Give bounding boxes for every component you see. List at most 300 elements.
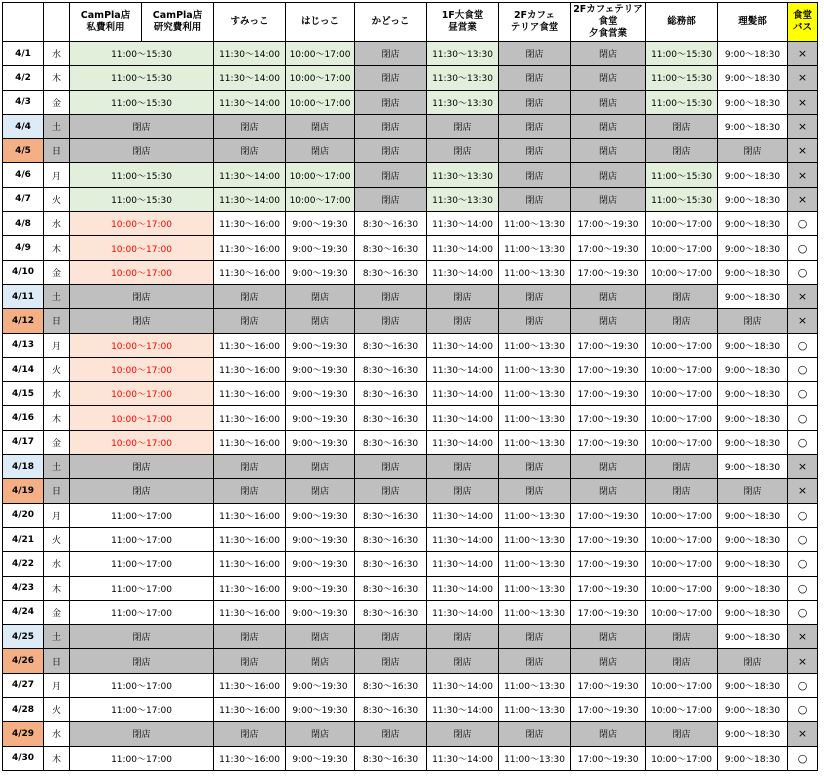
general-affairs-hours-cell: 閉店 [646,114,718,138]
hajikko-hours-cell: 9:00～19:30 [286,503,355,527]
f2-dinner-hours-cell: 17:00～19:30 [571,430,646,454]
campla-hours-cell: 閉店 [70,309,214,333]
f2-dinner-hours-cell: 閉店 [571,309,646,333]
f2-cafeteria-hours-cell: 11:00～13:30 [499,212,571,236]
sumikko-hours-cell: 11:30～16:00 [214,576,286,600]
general-affairs-hours-cell: 10:00～17:00 [646,333,718,357]
hajikko-hours-cell: 10:00～17:00 [286,66,355,90]
weekday-cell: 火 [44,187,70,211]
table-row [3,382,818,406]
f1-dining-hours-cell: 11:30～14:00 [427,333,499,357]
f2-dinner-hours-cell: 閉店 [571,139,646,163]
hajikko-hours-cell: 9:00～19:30 [286,698,355,722]
kadokko-hours-cell: 8:30～16:30 [355,576,427,600]
general-affairs-hours-cell: 閉店 [646,479,718,503]
weekday-cell: 土 [44,625,70,649]
header-day [44,3,70,42]
table-row [3,187,818,211]
schedule-sheet [2,2,818,771]
dining-bus-cell: × [788,455,818,479]
kadokko-hours-cell: 閉店 [355,284,427,308]
hajikko-hours-cell: 閉店 [286,309,355,333]
dining-bus-cell: ○ [788,673,818,697]
hajikko-hours-cell: 閉店 [286,649,355,673]
f2-cafeteria-hours-cell: 閉店 [499,649,571,673]
f1-dining-hours-cell: 11:30～13:30 [427,163,499,187]
sumikko-hours-cell: 閉店 [214,139,286,163]
date-cell: 4/16 [3,406,44,430]
hajikko-hours-cell: 閉店 [286,139,355,163]
f1-dining-hours-cell: 11:30～13:30 [427,66,499,90]
date-cell: 4/29 [3,722,44,746]
sumikko-hours-cell: 閉店 [214,114,286,138]
table-row [3,527,818,551]
f1-dining-hours-cell: 11:30～14:00 [427,527,499,551]
f1-dining-hours-cell: 11:30～14:00 [427,600,499,624]
table-row [3,576,818,600]
weekday-cell: 金 [44,430,70,454]
kadokko-hours-cell: 閉店 [355,479,427,503]
f2-cafeteria-hours-cell: 閉店 [499,479,571,503]
weekday-cell: 火 [44,698,70,722]
sumikko-hours-cell: 11:30～16:00 [214,430,286,454]
weekday-cell: 日 [44,309,70,333]
f2-cafeteria-hours-cell: 閉店 [499,139,571,163]
general-affairs-hours-cell: 閉店 [646,139,718,163]
f1-dining-hours-cell: 11:30～14:00 [427,673,499,697]
sumikko-hours-cell: 11:30～16:00 [214,503,286,527]
dining-bus-cell: × [788,284,818,308]
f2-dinner-hours-cell: 閉店 [571,479,646,503]
campla-hours-cell: 11:00～17:00 [70,576,214,600]
barber-hours-cell: 9:00～18:30 [718,260,788,284]
kadokko-hours-cell: 8:30～16:30 [355,673,427,697]
barber-hours-cell: 9:00～18:30 [718,66,788,90]
f2-cafeteria-hours-cell: 11:00～13:30 [499,430,571,454]
header-hajikko: はじっこ [286,3,355,42]
campla-hours-cell: 閉店 [70,649,214,673]
table-row [3,236,818,260]
barber-hours-cell: 9:00～18:30 [718,406,788,430]
table-row [3,309,818,333]
hajikko-hours-cell: 9:00～19:30 [286,333,355,357]
kadokko-hours-cell: 閉店 [355,90,427,114]
kadokko-hours-cell: 閉店 [355,139,427,163]
f2-dinner-hours-cell: 閉店 [571,42,646,66]
f2-cafeteria-hours-cell: 11:00～13:30 [499,260,571,284]
f2-dinner-hours-cell: 17:00～19:30 [571,673,646,697]
weekday-cell: 水 [44,382,70,406]
dining-bus-cell: × [788,649,818,673]
header-general-affairs: 総務部 [646,3,718,42]
dining-bus-cell: ○ [788,333,818,357]
dining-bus-cell: ○ [788,600,818,624]
hajikko-hours-cell: 9:00～19:30 [286,576,355,600]
table-header [3,3,818,42]
kadokko-hours-cell: 閉店 [355,649,427,673]
hajikko-hours-cell: 9:00～19:30 [286,236,355,260]
weekday-cell: 木 [44,746,70,770]
weekday-cell: 日 [44,649,70,673]
f2-cafeteria-hours-cell: 11:00～13:30 [499,406,571,430]
general-affairs-hours-cell: 11:00～15:30 [646,187,718,211]
weekday-cell: 土 [44,455,70,479]
date-cell: 4/4 [3,114,44,138]
barber-hours-cell: 9:00～18:30 [718,625,788,649]
date-cell: 4/23 [3,576,44,600]
f1-dining-hours-cell: 閉店 [427,479,499,503]
hajikko-hours-cell: 9:00～19:30 [286,673,355,697]
hajikko-hours-cell: 10:00～17:00 [286,163,355,187]
general-affairs-hours-cell: 10:00～17:00 [646,552,718,576]
date-cell: 4/20 [3,503,44,527]
barber-hours-cell: 9:00～18:30 [718,114,788,138]
campla-hours-cell: 11:00～17:00 [70,600,214,624]
table-row [3,552,818,576]
general-affairs-hours-cell: 11:00～15:30 [646,90,718,114]
dining-bus-cell: × [788,139,818,163]
f2-dinner-hours-cell: 17:00～19:30 [571,260,646,284]
date-cell: 4/25 [3,625,44,649]
general-affairs-hours-cell: 10:00～17:00 [646,673,718,697]
date-cell: 4/9 [3,236,44,260]
f1-dining-hours-cell: 11:30～13:30 [427,90,499,114]
weekday-cell: 金 [44,90,70,114]
f1-dining-hours-cell: 11:30～13:30 [427,42,499,66]
header-barber: 理髪部 [718,3,788,42]
kadokko-hours-cell: 閉店 [355,455,427,479]
sumikko-hours-cell: 11:30～16:00 [214,357,286,381]
barber-hours-cell: 9:00～18:30 [718,42,788,66]
barber-hours-cell: 9:00～18:30 [718,430,788,454]
date-cell: 4/28 [3,698,44,722]
kadokko-hours-cell: 8:30～16:30 [355,333,427,357]
weekday-cell: 金 [44,260,70,284]
weekday-cell: 水 [44,42,70,66]
sumikko-hours-cell: 11:30～16:00 [214,673,286,697]
sumikko-hours-cell: 11:30～16:00 [214,333,286,357]
general-affairs-hours-cell: 閉店 [646,284,718,308]
kadokko-hours-cell: 8:30～16:30 [355,260,427,284]
campla-hours-cell: 10:00～17:00 [70,212,214,236]
kadokko-hours-cell: 8:30～16:30 [355,236,427,260]
table-row [3,163,818,187]
weekday-cell: 日 [44,479,70,503]
f1-dining-hours-cell: 11:30～14:00 [427,236,499,260]
f2-cafeteria-hours-cell: 11:00～13:30 [499,673,571,697]
general-affairs-hours-cell: 11:00～15:30 [646,66,718,90]
campla-hours-cell: 閉店 [70,722,214,746]
dining-bus-cell: × [788,42,818,66]
date-cell: 4/1 [3,42,44,66]
sumikko-hours-cell: 11:30～14:00 [214,90,286,114]
dining-bus-cell: ○ [788,406,818,430]
table-row [3,746,818,770]
f1-dining-hours-cell: 閉店 [427,139,499,163]
weekday-cell: 水 [44,552,70,576]
dining-bus-cell: × [788,722,818,746]
header-row [3,3,818,42]
campla-hours-cell: 閉店 [70,114,214,138]
general-affairs-hours-cell: 閉店 [646,722,718,746]
table-row [3,260,818,284]
table-row [3,66,818,90]
barber-hours-cell: 9:00～18:30 [718,455,788,479]
kadokko-hours-cell: 閉店 [355,187,427,211]
general-affairs-hours-cell: 閉店 [646,625,718,649]
hajikko-hours-cell: 閉店 [286,114,355,138]
dining-bus-cell: ○ [788,552,818,576]
weekday-cell: 月 [44,333,70,357]
campla-hours-cell: 11:00～15:30 [70,90,214,114]
sumikko-hours-cell: 閉店 [214,309,286,333]
campla-hours-cell: 10:00～17:00 [70,357,214,381]
weekday-cell: 金 [44,600,70,624]
f2-dinner-hours-cell: 閉店 [571,114,646,138]
f2-cafeteria-hours-cell: 閉店 [499,114,571,138]
kadokko-hours-cell: 閉店 [355,309,427,333]
dining-bus-cell: ○ [788,503,818,527]
f2-dinner-hours-cell: 閉店 [571,649,646,673]
general-affairs-hours-cell: 11:00～15:30 [646,163,718,187]
f1-dining-hours-cell: 閉店 [427,625,499,649]
date-cell: 4/14 [3,357,44,381]
weekday-cell: 火 [44,357,70,381]
sumikko-hours-cell: 閉店 [214,625,286,649]
barber-hours-cell: 9:00～18:30 [718,284,788,308]
dining-bus-cell: ○ [788,260,818,284]
general-affairs-hours-cell: 閉店 [646,309,718,333]
sumikko-hours-cell: 11:30～16:00 [214,260,286,284]
barber-hours-cell: 9:00～18:30 [718,187,788,211]
f2-dinner-hours-cell: 17:00～19:30 [571,552,646,576]
f2-cafeteria-hours-cell: 閉店 [499,187,571,211]
barber-hours-cell: 閉店 [718,649,788,673]
dining-bus-cell: × [788,114,818,138]
header-2f-dinner: 2Fカフェテリア 食堂 夕食営業 [571,3,646,42]
sumikko-hours-cell: 11:30～16:00 [214,698,286,722]
kadokko-hours-cell: 閉店 [355,163,427,187]
general-affairs-hours-cell: 10:00～17:00 [646,503,718,527]
f2-cafeteria-hours-cell: 11:00～13:30 [499,576,571,600]
date-cell: 4/3 [3,90,44,114]
f2-cafeteria-hours-cell: 11:00～13:30 [499,552,571,576]
dining-bus-cell: × [788,90,818,114]
table-row [3,42,818,66]
hajikko-hours-cell: 閉店 [286,625,355,649]
date-cell: 4/17 [3,430,44,454]
f2-dinner-hours-cell: 17:00～19:30 [571,503,646,527]
campla-hours-cell: 10:00～17:00 [70,333,214,357]
f1-dining-hours-cell: 閉店 [427,722,499,746]
table-row [3,430,818,454]
barber-hours-cell: 9:00～18:30 [718,552,788,576]
f2-dinner-hours-cell: 17:00～19:30 [571,527,646,551]
weekday-cell: 木 [44,66,70,90]
weekday-cell: 木 [44,236,70,260]
general-affairs-hours-cell: 10:00～17:00 [646,746,718,770]
barber-hours-cell: 9:00～18:30 [718,527,788,551]
f2-cafeteria-hours-cell: 11:00～13:30 [499,527,571,551]
kadokko-hours-cell: 8:30～16:30 [355,527,427,551]
campla-hours-cell: 11:00～15:30 [70,187,214,211]
table-row [3,114,818,138]
barber-hours-cell: 9:00～18:30 [718,576,788,600]
f2-cafeteria-hours-cell: 閉店 [499,284,571,308]
weekday-cell: 火 [44,527,70,551]
barber-hours-cell: 9:00～18:30 [718,673,788,697]
date-cell: 4/11 [3,284,44,308]
f1-dining-hours-cell: 閉店 [427,649,499,673]
dining-bus-cell: ○ [788,382,818,406]
f2-dinner-hours-cell: 17:00～19:30 [571,698,646,722]
general-affairs-hours-cell: 10:00～17:00 [646,357,718,381]
f1-dining-hours-cell: 11:30～14:00 [427,430,499,454]
hajikko-hours-cell: 9:00～19:30 [286,552,355,576]
barber-hours-cell: 9:00～18:30 [718,698,788,722]
general-affairs-hours-cell: 10:00～17:00 [646,430,718,454]
header-campla-research: CamPla店 研究費利用 [142,3,214,42]
kadokko-hours-cell: 8:30～16:30 [355,746,427,770]
f2-cafeteria-hours-cell: 11:00～13:30 [499,357,571,381]
campla-hours-cell: 閉店 [70,139,214,163]
kadokko-hours-cell: 閉店 [355,722,427,746]
sumikko-hours-cell: 11:30～16:00 [214,212,286,236]
dining-bus-cell: ○ [788,212,818,236]
sumikko-hours-cell: 閉店 [214,722,286,746]
date-cell: 4/19 [3,479,44,503]
hajikko-hours-cell: 9:00～19:30 [286,600,355,624]
f2-dinner-hours-cell: 17:00～19:30 [571,333,646,357]
f2-cafeteria-hours-cell: 11:00～13:30 [499,503,571,527]
date-cell: 4/18 [3,455,44,479]
f2-cafeteria-hours-cell: 閉店 [499,625,571,649]
f2-cafeteria-hours-cell: 11:00～13:30 [499,382,571,406]
header-1f-dining: 1F大食堂 昼営業 [427,3,499,42]
general-affairs-hours-cell: 10:00～17:00 [646,576,718,600]
sumikko-hours-cell: 閉店 [214,649,286,673]
f2-dinner-hours-cell: 17:00～19:30 [571,382,646,406]
table-row [3,406,818,430]
campla-hours-cell: 11:00～17:00 [70,673,214,697]
f2-dinner-hours-cell: 閉店 [571,187,646,211]
sumikko-hours-cell: 11:30～16:00 [214,746,286,770]
date-cell: 4/8 [3,212,44,236]
sumikko-hours-cell: 11:30～16:00 [214,406,286,430]
header-2f-cafeteria: 2Fカフェ テリア食堂 [499,3,571,42]
kadokko-hours-cell: 閉店 [355,625,427,649]
f1-dining-hours-cell: 閉店 [427,455,499,479]
barber-hours-cell: 9:00～18:30 [718,722,788,746]
dining-bus-cell: × [788,163,818,187]
kadokko-hours-cell: 8:30～16:30 [355,212,427,236]
header-date [3,3,44,42]
general-affairs-hours-cell: 10:00～17:00 [646,406,718,430]
sumikko-hours-cell: 11:30～16:00 [214,552,286,576]
dining-bus-cell: ○ [788,746,818,770]
f2-cafeteria-hours-cell: 閉店 [499,42,571,66]
f2-cafeteria-hours-cell: 11:00～13:30 [499,236,571,260]
barber-hours-cell: 閉店 [718,139,788,163]
sumikko-hours-cell: 閉店 [214,284,286,308]
campla-hours-cell: 10:00～17:00 [70,382,214,406]
f1-dining-hours-cell: 閉店 [427,284,499,308]
f2-cafeteria-hours-cell: 閉店 [499,66,571,90]
hajikko-hours-cell: 閉店 [286,722,355,746]
sumikko-hours-cell: 閉店 [214,479,286,503]
hajikko-hours-cell: 9:00～19:30 [286,430,355,454]
date-cell: 4/27 [3,673,44,697]
kadokko-hours-cell: 8:30～16:30 [355,503,427,527]
general-affairs-hours-cell: 10:00～17:00 [646,236,718,260]
general-affairs-hours-cell: 10:00～17:00 [646,527,718,551]
barber-hours-cell: 9:00～18:30 [718,90,788,114]
barber-hours-cell: 9:00～18:30 [718,163,788,187]
f1-dining-hours-cell: 11:30～14:00 [427,382,499,406]
table-row [3,455,818,479]
barber-hours-cell: 9:00～18:30 [718,236,788,260]
f1-dining-hours-cell: 閉店 [427,114,499,138]
general-affairs-hours-cell: 閉店 [646,455,718,479]
weekday-cell: 木 [44,576,70,600]
f2-dinner-hours-cell: 17:00～19:30 [571,600,646,624]
general-affairs-hours-cell: 11:00～15:30 [646,42,718,66]
campla-hours-cell: 11:00～17:00 [70,527,214,551]
kadokko-hours-cell: 閉店 [355,42,427,66]
date-cell: 4/15 [3,382,44,406]
f2-dinner-hours-cell: 17:00～19:30 [571,746,646,770]
campla-hours-cell: 11:00～17:00 [70,698,214,722]
f2-cafeteria-hours-cell: 11:00～13:30 [499,746,571,770]
kadokko-hours-cell: 8:30～16:30 [355,406,427,430]
f2-dinner-hours-cell: 閉店 [571,722,646,746]
header-sumikko: すみっこ [214,3,286,42]
dining-bus-cell: ○ [788,357,818,381]
f1-dining-hours-cell: 11:30～14:00 [427,746,499,770]
hajikko-hours-cell: 9:00～19:30 [286,527,355,551]
dining-bus-cell: × [788,309,818,333]
dining-bus-cell: ○ [788,576,818,600]
dining-bus-cell: × [788,66,818,90]
general-affairs-hours-cell: 10:00～17:00 [646,260,718,284]
f2-dinner-hours-cell: 17:00～19:30 [571,357,646,381]
dining-bus-cell: ○ [788,236,818,260]
campla-hours-cell: 10:00～17:00 [70,430,214,454]
sumikko-hours-cell: 11:30～16:00 [214,600,286,624]
schedule-table [2,2,818,771]
campla-hours-cell: 閉店 [70,455,214,479]
weekday-cell: 土 [44,284,70,308]
dining-bus-cell: ○ [788,698,818,722]
f2-dinner-hours-cell: 17:00～19:30 [571,576,646,600]
general-affairs-hours-cell: 10:00～17:00 [646,698,718,722]
table-row [3,503,818,527]
barber-hours-cell: 9:00～18:30 [718,357,788,381]
campla-hours-cell: 11:00～17:00 [70,552,214,576]
f1-dining-hours-cell: 11:30～14:00 [427,552,499,576]
dining-bus-cell: × [788,625,818,649]
weekday-cell: 月 [44,673,70,697]
f2-dinner-hours-cell: 閉店 [571,284,646,308]
hajikko-hours-cell: 9:00～19:30 [286,406,355,430]
f2-cafeteria-hours-cell: 閉店 [499,163,571,187]
campla-hours-cell: 10:00～17:00 [70,236,214,260]
hajikko-hours-cell: 9:00～19:30 [286,357,355,381]
date-cell: 4/12 [3,309,44,333]
general-affairs-hours-cell: 10:00～17:00 [646,212,718,236]
general-affairs-hours-cell: 閉店 [646,649,718,673]
date-cell: 4/5 [3,139,44,163]
